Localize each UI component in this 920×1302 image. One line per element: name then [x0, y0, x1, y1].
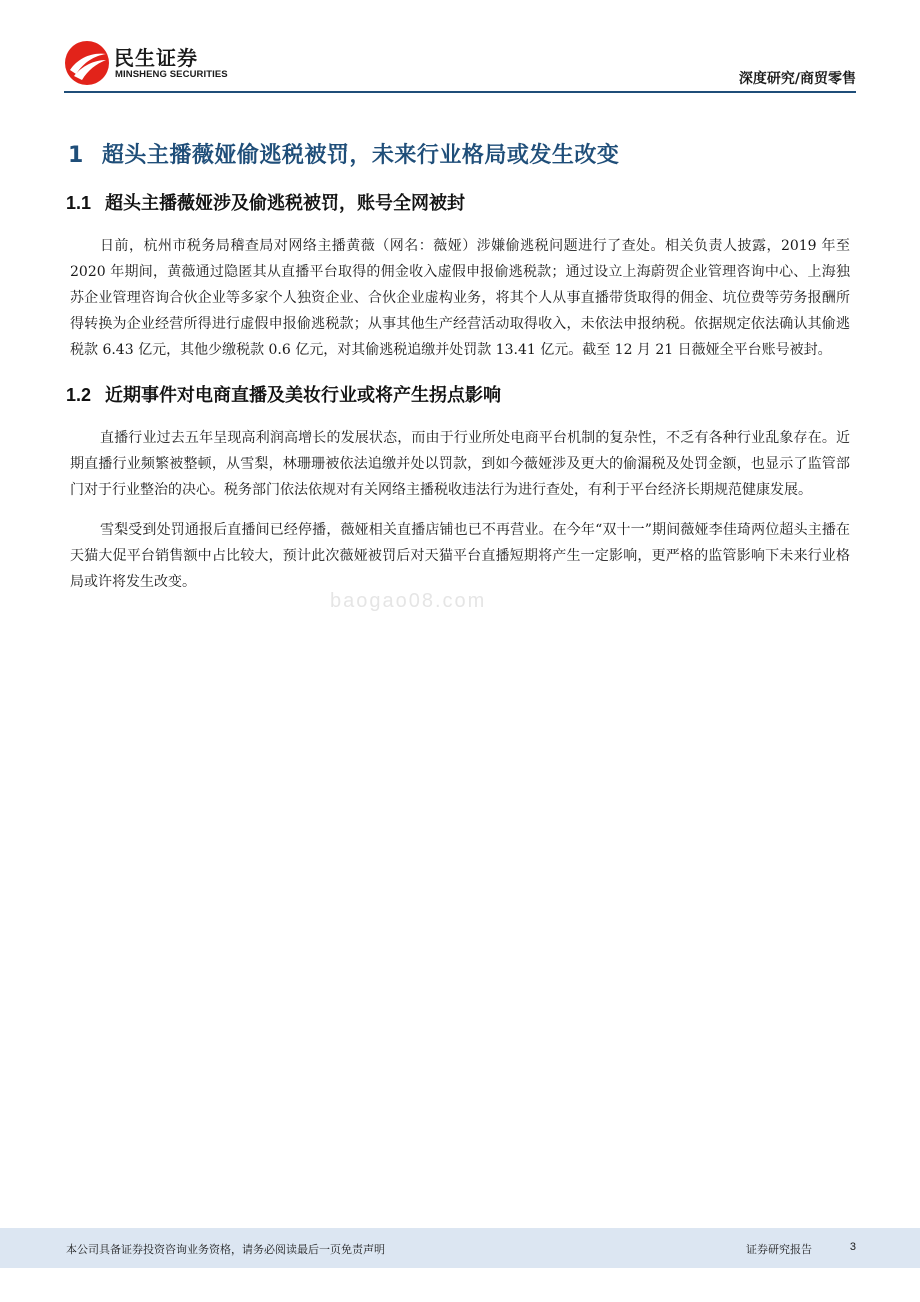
watermark: baogao08.com — [330, 590, 487, 612]
section-1-2-heading — [66, 381, 856, 407]
section-1-heading — [68, 138, 856, 169]
logo-english-name: MINSHENG SECURITIES — [115, 69, 228, 80]
footer-report-type: 证券研究报告 — [746, 1243, 812, 1256]
page-header — [0, 0, 920, 96]
section-1-2-title: 近期事件对电商直播及美妆行业或将产生拐点影响 — [105, 385, 502, 406]
section-1-1-number: 1.1 — [66, 193, 92, 213]
paragraph: 直播行业过去五年呈现高利润高增长的发展状态，而由于行业所处电商平台机制的复杂性，不乏有各种行业乱象存在。近期直播行业频繁被整顿，从雪梨，林珊珊被依法追缴并处以罚款，到如今薇娅涉及更大的偷漏税及处罚金额，也显示了监管部门对于行业整治的决心。税务部门依法依规对有关网络主播税收违法行为进行查处，有利于平台经济长期规范健康发展。 — [70, 430, 850, 498]
paragraph: 雪梨受到处罚通报后直播间已经停播，薇娅相关直播店铺也已不再营业。在今年“双十一”期间薇娅李佳琦两位超头主播在天猫大促平台销售额中占比较大，预计此次薇娅被罚后对天猫平台直播短期将产生一定影响，更严格的监管影响下未来行业格局或许将发生改变。 — [70, 522, 850, 590]
report-category: 深度研究/商贸零售 — [738, 71, 856, 87]
page-number: 3 — [849, 1241, 856, 1253]
section-1-number: 1 — [68, 143, 84, 168]
section-1-1-title: 超头主播薇娅涉及偷逃税被罚，账号全网被封 — [105, 193, 466, 214]
section-1-2-number: 1.2 — [66, 385, 92, 405]
section-1-title: 超头主播薇娅偷逃税被罚，未来行业格局或发生改变 — [101, 143, 620, 168]
logo-chinese-name: 民生证券 — [114, 46, 198, 70]
report-body — [64, 138, 856, 609]
header-divider — [64, 91, 856, 93]
section-1-1-heading — [66, 189, 856, 215]
footer-disclaimer: 本公司具备证券投资咨询业务资格，请务必阅读最后一页免责声明 — [66, 1243, 385, 1256]
page-footer — [0, 1228, 920, 1268]
paragraph: 日前，杭州市税务局稽查局对网络主播黄薇（网名：薇娅）涉嫌偷逃税问题进行了查处。相关负责人披露，2019 年至 2020 年期间，黄薇通过隐匿其从直播平台取得的佣金收入虚假申报偷逃税款；通过设立上海蔚贺企业管理咨询中心、上海独苏企业管理咨询合伙企业等多家个人独资企业、合伙企业虚构业务，将其个人从事直播带货取得的佣金、坑位费等劳务报酬所得转换为企业经营所得进行虚假申报偷逃税款；从事其他生产经营活动取得收入，未依法申报纳税。依据规定依法确认其偷逃税款 6.43 亿元，其他少缴税款 0.6 亿元，对其偷逃税追缴并处罚款 13.41 亿元。截至 12 月 21 日薇娅全平台账号被封。 — [70, 238, 850, 358]
minsheng-logo-icon — [64, 40, 110, 86]
minsheng-logo — [64, 40, 234, 88]
